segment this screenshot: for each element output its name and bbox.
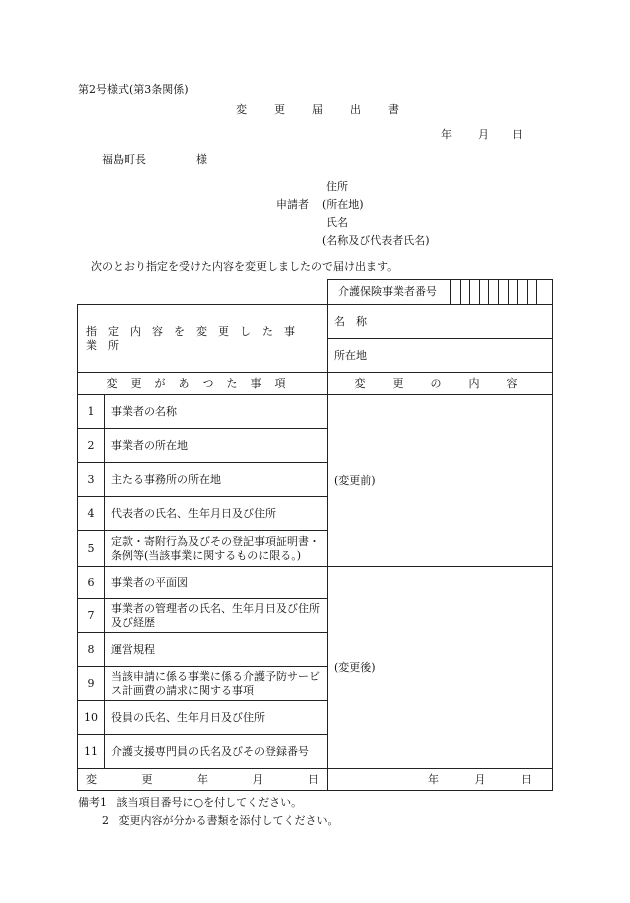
change-date-field[interactable] bbox=[328, 769, 553, 791]
item-number: 2 bbox=[78, 429, 105, 463]
registration-number-cell bbox=[328, 280, 553, 305]
addressee-name: 福島町長 bbox=[102, 153, 146, 166]
applicant-name-note: (名称及び代表者氏名) bbox=[322, 234, 430, 247]
applicant-name-label: 氏名 bbox=[326, 216, 348, 229]
change-date-label-part: 日 bbox=[308, 772, 319, 786]
change-date-value bbox=[428, 773, 532, 787]
note-number: 1 bbox=[100, 796, 107, 809]
applicant-address-note: (所在地) bbox=[322, 198, 364, 211]
item-text: 当該申請に係る事業に係る介護予防サービス計画費の請求に関する事項 bbox=[105, 667, 328, 701]
change-date-label-cell bbox=[78, 769, 328, 791]
after-label: (変更後) bbox=[334, 660, 376, 674]
change-date-day-label: 日 bbox=[521, 772, 532, 786]
item-number: 7 bbox=[78, 599, 105, 633]
before-label: (変更前) bbox=[334, 473, 376, 487]
note-1 bbox=[78, 794, 302, 810]
item-number: 3 bbox=[78, 463, 105, 497]
item-number: 8 bbox=[78, 633, 105, 667]
note-text: 変更内容が分かる書類を添付してください。 bbox=[118, 814, 339, 827]
item-number: 6 bbox=[78, 567, 105, 599]
office-location-field[interactable] bbox=[328, 339, 553, 373]
item-number: 10 bbox=[78, 701, 105, 735]
change-date-label-part: 更 bbox=[141, 772, 153, 786]
item-text: 事業者の管理者の氏名、生年月日及び住所及び経歴 bbox=[105, 599, 328, 633]
item-text: 役員の氏名、生年月日及び住所 bbox=[105, 701, 328, 735]
item-number: 1 bbox=[78, 395, 105, 429]
office-location-label: 所在地 bbox=[334, 348, 367, 362]
col-item-header-text: 変更があつた事項 bbox=[106, 376, 299, 390]
office-label: 指定内容を変更した事業所 bbox=[86, 324, 306, 352]
form-number: 第2号様式(第3条関係) bbox=[78, 83, 189, 96]
registration-number-label: 介護保険事業者番号 bbox=[338, 285, 437, 298]
change-date-label bbox=[86, 773, 319, 787]
change-date-label-part: 年 bbox=[197, 772, 208, 786]
item-text: 事業者の所在地 bbox=[105, 429, 328, 463]
change-date-label-part: 月 bbox=[252, 772, 264, 786]
col-content-header-text: 変 更 の 内 容 bbox=[354, 376, 526, 390]
document-title: 変 更 届 出 書 bbox=[236, 103, 407, 116]
office-label-cell bbox=[78, 305, 328, 373]
registration-number-boxes[interactable] bbox=[450, 280, 546, 304]
item-text: 介護支援専門員の氏名及びその登録番号 bbox=[105, 735, 328, 769]
change-notification-table bbox=[77, 279, 553, 791]
addressee-honorific: 様 bbox=[196, 153, 207, 166]
item-number: 9 bbox=[78, 667, 105, 701]
item-text: 主たる事務所の所在地 bbox=[105, 463, 328, 497]
item-text: 事業者の平面図 bbox=[105, 567, 328, 599]
content-before-field[interactable] bbox=[328, 395, 553, 567]
note-number: 2 bbox=[102, 814, 109, 827]
change-date-month-label: 月 bbox=[474, 772, 486, 786]
applicant-label: 申請者 bbox=[276, 198, 309, 211]
item-number: 4 bbox=[78, 497, 105, 531]
office-name-field[interactable] bbox=[328, 305, 553, 339]
col-content-header bbox=[328, 373, 553, 395]
item-number: 11 bbox=[78, 735, 105, 769]
date-year-label: 年 bbox=[441, 128, 452, 141]
note-text: 該当項目番号に○を付してください。 bbox=[116, 796, 303, 809]
intro-text: 次のとおり指定を受けた内容を変更しましたので届け出ます。 bbox=[91, 260, 399, 273]
content-after-field[interactable] bbox=[328, 567, 553, 769]
change-date-label-part: 変 bbox=[86, 772, 97, 786]
note-prefix: 備考 bbox=[78, 796, 100, 809]
item-number: 5 bbox=[78, 531, 105, 567]
item-text: 運営規程 bbox=[105, 633, 328, 667]
office-name-label: 名 称 bbox=[334, 314, 367, 328]
item-text: 事業者の名称 bbox=[105, 395, 328, 429]
date-month-label: 月 bbox=[478, 128, 489, 141]
date-day-label: 日 bbox=[512, 128, 523, 141]
item-text: 定款・寄附行為及びその登記事項証明書・条例等(当該事業に関するものに限る。) bbox=[105, 531, 328, 567]
note-2 bbox=[102, 812, 339, 828]
change-date-year-label: 年 bbox=[428, 772, 439, 786]
col-item-header bbox=[78, 373, 328, 395]
item-text: 代表者の氏名、生年月日及び住所 bbox=[105, 497, 328, 531]
applicant-address-label: 住所 bbox=[326, 180, 348, 193]
